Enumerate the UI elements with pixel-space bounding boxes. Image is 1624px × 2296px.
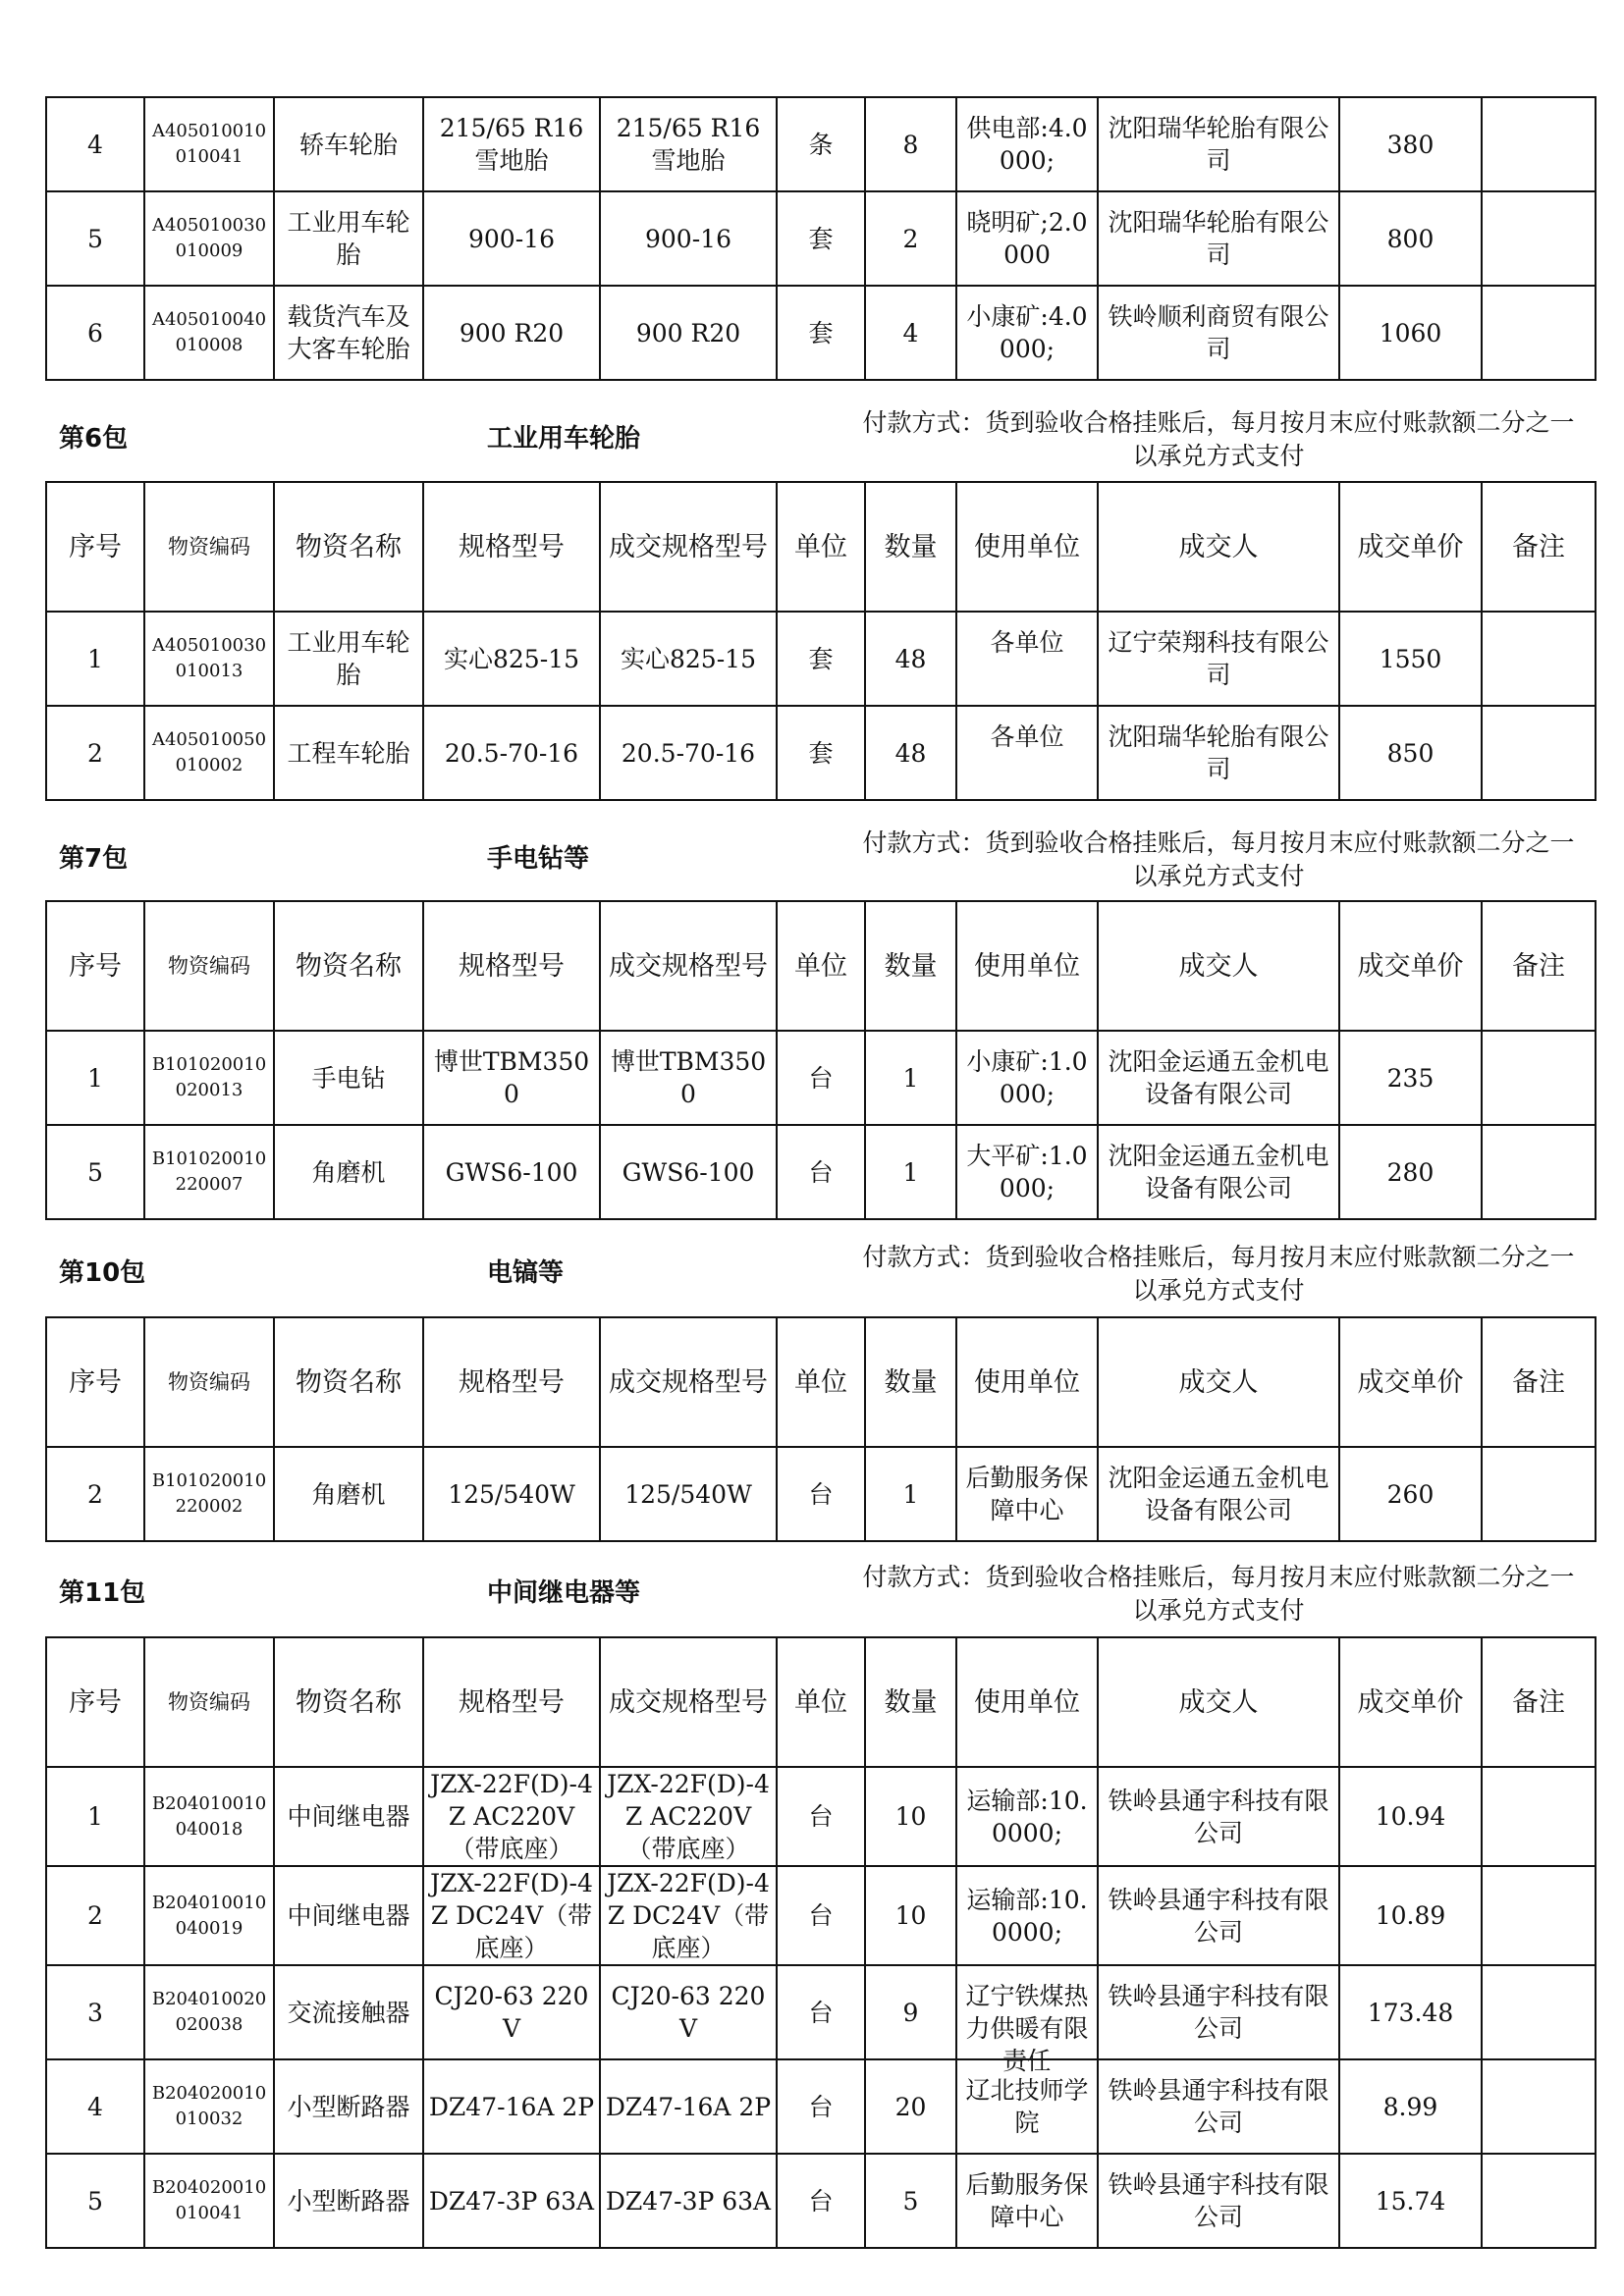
header-code: 物资编码 [144, 1317, 274, 1447]
cell-name: 小型断路器 [274, 2059, 423, 2154]
cell-user [956, 2154, 1098, 2248]
cell-deal-spec: 900-16 [600, 191, 777, 286]
cell-note [1482, 1866, 1596, 1965]
header-unit: 单位 [777, 1637, 865, 1767]
header-name: 物资名称 [274, 901, 423, 1031]
cell-name: 交流接触器 [274, 1965, 423, 2059]
package-title: 手电钻等 [487, 844, 590, 874]
cell-price: 850 [1339, 706, 1482, 800]
package-header [45, 406, 1585, 475]
cell-spec: 215/65 R16雪地胎 [423, 97, 600, 191]
package-title: 中间继电器等 [487, 1578, 641, 1608]
cell-seq: 5 [46, 2154, 144, 2248]
cell-price: 10.94 [1339, 1767, 1482, 1866]
cell-vendor: 沈阳瑞华轮胎有限公司 [1098, 97, 1339, 191]
header-price: 成交单价 [1339, 482, 1482, 612]
cell-unit: 台 [777, 1965, 865, 2059]
cell-qty: 2 [865, 191, 956, 286]
cell-vendor: 沈阳瑞华轮胎有限公司 [1098, 191, 1339, 286]
package-number: 第7包 [59, 844, 129, 874]
user-unit-text: 运输部:10.0000; [966, 1786, 1088, 1847]
header-seq: 序号 [46, 1637, 144, 1767]
header-qty: 数量 [865, 901, 956, 1031]
table-row [46, 1767, 1596, 1866]
cell-price: 280 [1339, 1125, 1482, 1219]
payment-terms: 付款方式：货到验收合格挂账后，每月按月末应付账款额二分之一以承兑方式支付 [862, 408, 1575, 470]
cell-price: 380 [1339, 97, 1482, 191]
cell-user [956, 1866, 1098, 1965]
header-deal-spec: 成交规格型号 [600, 1637, 777, 1767]
cell-seq: 1 [46, 1031, 144, 1125]
cell-seq: 5 [46, 1125, 144, 1219]
cell-unit: 套 [777, 191, 865, 286]
cell-price: 10.89 [1339, 1866, 1482, 1965]
header-user: 使用单位 [956, 1637, 1098, 1767]
cell-code: B204020010010041 [144, 2154, 274, 2248]
cell-unit: 套 [777, 612, 865, 706]
cell-note [1482, 97, 1596, 191]
header-qty: 数量 [865, 1637, 956, 1767]
cell-note [1482, 1031, 1596, 1125]
package-number: 第6包 [59, 424, 129, 454]
table-row [46, 2059, 1596, 2154]
cell-spec: 125/540W [423, 1447, 600, 1541]
cell-code: B204010010040019 [144, 1866, 274, 1965]
header-name: 物资名称 [274, 1637, 423, 1767]
header-price: 成交单价 [1339, 1317, 1482, 1447]
cell-unit: 台 [777, 2059, 865, 2154]
header-vendor: 成交人 [1098, 1637, 1339, 1767]
cell-name: 角磨机 [274, 1447, 423, 1541]
cell-deal-spec: 20.5-70-16 [600, 706, 777, 800]
table-row [46, 286, 1596, 380]
user-unit-text: 大平矿:1.0000; [966, 1142, 1088, 1202]
header-price: 成交单价 [1339, 901, 1482, 1031]
cell-note [1482, 1767, 1596, 1866]
cell-user [956, 1125, 1098, 1219]
cell-spec: 博世TBM3500 [423, 1031, 600, 1125]
cell-note [1482, 2154, 1596, 2248]
cell-deal-spec: 900 R20 [600, 286, 777, 380]
package-table [45, 481, 1597, 801]
cell-vendor: 沈阳金运通五金机电设备有限公司 [1098, 1031, 1339, 1125]
cell-vendor: 沈阳瑞华轮胎有限公司 [1098, 706, 1339, 800]
cell-qty: 9 [865, 1965, 956, 2059]
cell-seq: 1 [46, 1767, 144, 1866]
cell-user [956, 612, 1098, 706]
table-row [46, 1965, 1596, 2059]
cell-spec: 900 R20 [423, 286, 600, 380]
cell-vendor: 铁岭县通宇科技有限公司 [1098, 1965, 1339, 2059]
cell-qty: 20 [865, 2059, 956, 2154]
package-number: 第10包 [59, 1258, 146, 1288]
user-unit-text: 辽北技师学院 [965, 2076, 1089, 2137]
header-seq: 序号 [46, 901, 144, 1031]
cell-vendor: 沈阳金运通五金机电设备有限公司 [1098, 1447, 1339, 1541]
cell-unit: 台 [777, 1031, 865, 1125]
user-unit-text: 供电部:4.0000; [966, 114, 1088, 175]
cell-qty: 48 [865, 706, 956, 800]
table-row [46, 612, 1596, 706]
user-unit-text: 小康矿:1.0000; [966, 1047, 1088, 1108]
cell-qty: 5 [865, 2154, 956, 2248]
cell-qty: 48 [865, 612, 956, 706]
cell-spec: JZX-22F(D)-4Z DC24V（带底座） [423, 1866, 600, 1965]
cell-name: 工业用车轮胎 [274, 191, 423, 286]
cell-code: A405010010010041 [144, 97, 274, 191]
cell-seq: 4 [46, 97, 144, 191]
cell-user [956, 1447, 1098, 1541]
cell-note [1482, 286, 1596, 380]
user-unit-text: 晓明矿;2.0000 [966, 208, 1088, 269]
cell-user [956, 286, 1098, 380]
cell-spec: 实心825-15 [423, 612, 600, 706]
header-vendor: 成交人 [1098, 901, 1339, 1031]
cell-name: 角磨机 [274, 1125, 423, 1219]
user-unit-text: 后勤服务保障中心 [965, 2170, 1089, 2231]
cell-spec: CJ20-63 220V [423, 1965, 600, 2059]
cell-deal-spec: DZ47-16A 2P [600, 2059, 777, 2154]
cell-seq: 6 [46, 286, 144, 380]
payment-terms: 付款方式：货到验收合格挂账后，每月按月末应付账款额二分之一以承兑方式支付 [862, 1563, 1575, 1625]
cell-name: 中间继电器 [274, 1767, 423, 1866]
cell-deal-spec: 实心825-15 [600, 612, 777, 706]
cell-note [1482, 706, 1596, 800]
cell-price: 1060 [1339, 286, 1482, 380]
cell-price: 800 [1339, 191, 1482, 286]
header-vendor: 成交人 [1098, 1317, 1339, 1447]
cell-seq: 2 [46, 1447, 144, 1541]
cell-name: 中间继电器 [274, 1866, 423, 1965]
cell-code: A405010040010008 [144, 286, 274, 380]
payment-terms: 付款方式：货到验收合格挂账后，每月按月末应付账款额二分之一以承兑方式支付 [862, 1243, 1575, 1305]
cell-note [1482, 191, 1596, 286]
cell-spec: 20.5-70-16 [423, 706, 600, 800]
package-table [45, 1636, 1597, 2249]
header-unit: 单位 [777, 1317, 865, 1447]
cell-spec: GWS6-100 [423, 1125, 600, 1219]
header-name: 物资名称 [274, 482, 423, 612]
cell-name: 轿车轮胎 [274, 97, 423, 191]
cell-vendor: 铁岭顺利商贸有限公司 [1098, 286, 1339, 380]
cell-vendor: 铁岭县通宇科技有限公司 [1098, 1866, 1339, 1965]
package-title: 电镐等 [487, 1258, 565, 1288]
header-spec: 规格型号 [423, 1637, 600, 1767]
cell-deal-spec: 125/540W [600, 1447, 777, 1541]
cell-deal-spec: JZX-22F(D)-4Z DC24V（带底座） [600, 1866, 777, 1965]
cell-name: 手电钻 [274, 1031, 423, 1125]
user-unit-text: 后勤服务保障中心 [965, 1464, 1089, 1524]
header-qty: 数量 [865, 1317, 956, 1447]
user-unit-text: 运输部:10.0000; [966, 1885, 1088, 1947]
header-note: 备注 [1482, 901, 1596, 1031]
cell-price: 173.48 [1339, 1965, 1482, 2059]
cell-name: 工业用车轮胎 [274, 612, 423, 706]
table-row [46, 2154, 1596, 2248]
cell-deal-spec: 博世TBM3500 [600, 1031, 777, 1125]
header-unit: 单位 [777, 482, 865, 612]
package-title: 工业用车轮胎 [487, 424, 641, 454]
cell-name: 小型断路器 [274, 2154, 423, 2248]
cell-code: B204020010010032 [144, 2059, 274, 2154]
package-header [45, 1241, 1585, 1309]
package-table [45, 1316, 1597, 1542]
cell-user [956, 2059, 1098, 2154]
header-note: 备注 [1482, 1637, 1596, 1767]
cell-qty: 8 [865, 97, 956, 191]
cell-name: 工程车轮胎 [274, 706, 423, 800]
cell-qty: 4 [865, 286, 956, 380]
cell-code: A405010050010002 [144, 706, 274, 800]
header-spec: 规格型号 [423, 901, 600, 1031]
header-user: 使用单位 [956, 901, 1098, 1031]
cell-qty: 1 [865, 1125, 956, 1219]
cell-note [1482, 612, 1596, 706]
cell-note [1482, 1447, 1596, 1541]
cell-user [956, 97, 1098, 191]
package-number: 第11包 [59, 1578, 146, 1608]
cell-seq: 1 [46, 612, 144, 706]
header-spec: 规格型号 [423, 1317, 600, 1447]
cell-note [1482, 2059, 1596, 2154]
table-row [46, 1125, 1596, 1219]
header-code: 物资编码 [144, 482, 274, 612]
cell-code: B101020010220002 [144, 1447, 274, 1541]
cell-deal-spec: 215/65 R16雪地胎 [600, 97, 777, 191]
cell-qty: 1 [865, 1031, 956, 1125]
cell-deal-spec: CJ20-63 220V [600, 1965, 777, 2059]
header-note: 备注 [1482, 482, 1596, 612]
cell-user [956, 706, 1098, 800]
user-unit-text: 各单位 [990, 722, 1064, 751]
cell-code: A405010030010013 [144, 612, 274, 706]
cell-price: 1550 [1339, 612, 1482, 706]
header-deal-spec: 成交规格型号 [600, 482, 777, 612]
cell-vendor: 沈阳金运通五金机电设备有限公司 [1098, 1125, 1339, 1219]
header-note: 备注 [1482, 1317, 1596, 1447]
cell-note [1482, 1125, 1596, 1219]
cell-qty: 10 [865, 1866, 956, 1965]
table-header-row [46, 482, 1596, 612]
cell-code: B204010020020038 [144, 1965, 274, 2059]
table-row [46, 97, 1596, 191]
cell-deal-spec: GWS6-100 [600, 1125, 777, 1219]
header-code: 物资编码 [144, 901, 274, 1031]
cell-unit: 台 [777, 1767, 865, 1866]
cell-unit: 条 [777, 97, 865, 191]
cell-unit: 台 [777, 1125, 865, 1219]
cell-vendor: 铁岭县通宇科技有限公司 [1098, 2154, 1339, 2248]
cell-user [956, 1031, 1098, 1125]
header-unit: 单位 [777, 901, 865, 1031]
cell-spec: DZ47-16A 2P [423, 2059, 600, 2154]
cell-code: B204010010040018 [144, 1767, 274, 1866]
cell-deal-spec: DZ47-3P 63A [600, 2154, 777, 2248]
cell-note [1482, 1965, 1596, 2059]
header-code: 物资编码 [144, 1637, 274, 1767]
cell-price: 235 [1339, 1031, 1482, 1125]
package-table [45, 900, 1597, 1220]
table-row [46, 1447, 1596, 1541]
cell-code: B101020010220007 [144, 1125, 274, 1219]
cell-unit: 台 [777, 2154, 865, 2248]
payment-terms: 付款方式：货到验收合格挂账后，每月按月末应付账款额二分之一以承兑方式支付 [862, 828, 1575, 890]
cell-spec: 900-16 [423, 191, 600, 286]
cell-user [956, 1965, 1098, 2075]
cell-qty: 1 [865, 1447, 956, 1541]
cell-spec: DZ47-3P 63A [423, 2154, 600, 2248]
table-header-row [46, 901, 1596, 1031]
header-spec: 规格型号 [423, 482, 600, 612]
cell-name: 载货汽车及大客车轮胎 [274, 286, 423, 380]
cell-price: 260 [1339, 1447, 1482, 1541]
header-qty: 数量 [865, 482, 956, 612]
cell-seq: 5 [46, 191, 144, 286]
cell-seq: 2 [46, 1866, 144, 1965]
cell-vendor: 辽宁荣翔科技有限公司 [1098, 612, 1339, 706]
cell-code: B101020010020013 [144, 1031, 274, 1125]
user-unit-text: 辽宁铁煤热力供暖有限责任 [965, 1982, 1089, 2075]
cell-deal-spec: JZX-22F(D)-4Z AC220V（带底座） [600, 1767, 777, 1866]
header-vendor: 成交人 [1098, 482, 1339, 612]
package-header [45, 1561, 1585, 1629]
table-header-row [46, 1317, 1596, 1447]
cell-unit: 台 [777, 1447, 865, 1541]
cell-user [956, 191, 1098, 286]
cell-seq: 4 [46, 2059, 144, 2154]
table-row [46, 191, 1596, 286]
header-name: 物资名称 [274, 1317, 423, 1447]
cell-price: 8.99 [1339, 2059, 1482, 2154]
table-row [46, 1031, 1596, 1125]
continuation-table [45, 96, 1597, 381]
cell-unit: 台 [777, 1866, 865, 1965]
header-price: 成交单价 [1339, 1637, 1482, 1767]
header-deal-spec: 成交规格型号 [600, 901, 777, 1031]
header-user: 使用单位 [956, 1317, 1098, 1447]
table-row [46, 1866, 1596, 1965]
header-user: 使用单位 [956, 482, 1098, 612]
user-unit-text: 小康矿:4.0000; [966, 302, 1088, 363]
cell-seq: 3 [46, 1965, 144, 2059]
user-unit-text: 各单位 [990, 628, 1064, 657]
cell-seq: 2 [46, 706, 144, 800]
cell-qty: 10 [865, 1767, 956, 1866]
cell-code: A405010030010009 [144, 191, 274, 286]
package-header [45, 827, 1585, 895]
header-deal-spec: 成交规格型号 [600, 1317, 777, 1447]
header-seq: 序号 [46, 482, 144, 612]
header-seq: 序号 [46, 1317, 144, 1447]
cell-price: 15.74 [1339, 2154, 1482, 2248]
cell-vendor: 铁岭县通宇科技有限公司 [1098, 2059, 1339, 2154]
table-row [46, 706, 1596, 800]
cell-unit: 套 [777, 286, 865, 380]
cell-spec: JZX-22F(D)-4Z AC220V（带底座） [423, 1767, 600, 1866]
cell-user [956, 1767, 1098, 1866]
cell-vendor: 铁岭县通宇科技有限公司 [1098, 1767, 1339, 1866]
cell-unit: 套 [777, 706, 865, 800]
table-header-row [46, 1637, 1596, 1767]
